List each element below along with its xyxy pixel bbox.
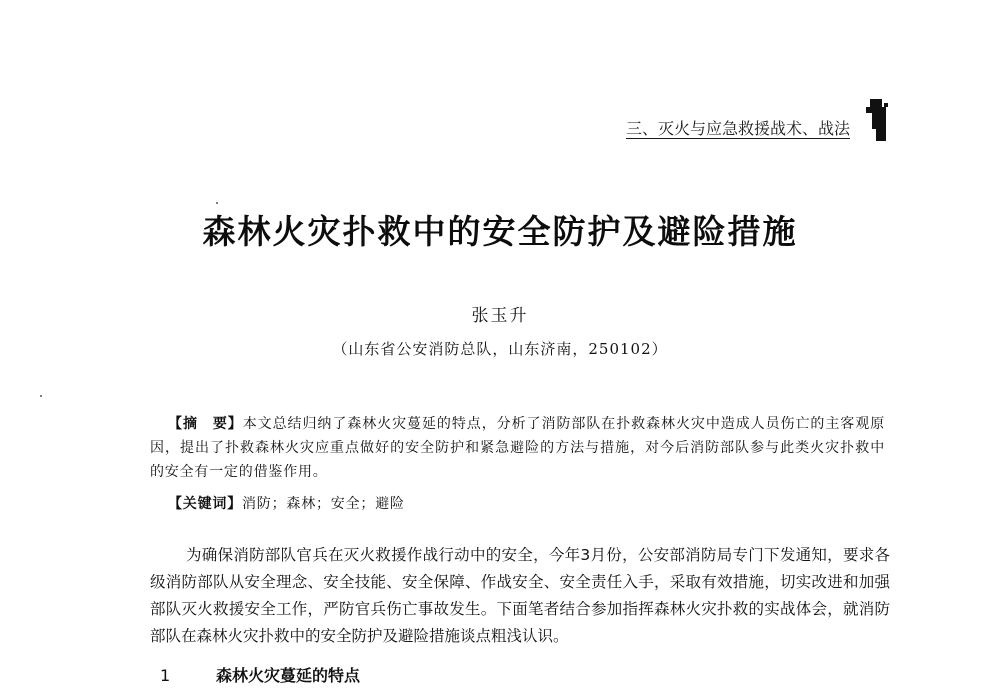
section-title: 森林火灾蔓延的特点 [216, 666, 361, 685]
scan-speck [216, 202, 218, 204]
author-name: 张玉升 [471, 306, 529, 326]
running-header: 三、灭火与应急救援战术、战法 [625, 119, 850, 138]
keywords-label: 【关键词】 [168, 496, 242, 512]
keywords [168, 493, 868, 513]
paper-title: 森林火灾扑救中的安全防护及避险措施 [202, 212, 798, 251]
abstract [150, 412, 885, 484]
section-corner-icon [864, 95, 892, 143]
abstract-text: 本文总结归纳了森林火灾蔓延的特点，分析了消防部队在扑救森林火灾中造成人员伤亡的主客观原因，提出了扑救森林火灾应重点做好的安全防护和紧急避险的方法与措施，对今后消防部队参与此类火灾扑救中的安全有一定的借鉴作用。 [150, 416, 885, 480]
abstract-label: 【摘 要】 [168, 416, 243, 432]
author-affiliation: （山东省公安消防总队，山东济南，250102） [332, 340, 668, 358]
intro-paragraph: 为确保消防部队官兵在灭火救援作战行动中的安全，今年3月份，公安部消防局专门下发通知，要求各级消防部队从安全理念、安全技能、安全保障、作战安全、安全责任入手，采取有效措施，切实改进和加强部队灭火救援安全工作，严防官兵伤亡事故发生。下面笔者结合参加指挥森林火灾扑救的实战体会，就消防部队在森林火灾扑救中的安全防护及避险措施谈点粗浅认识。 [150, 546, 890, 645]
section-heading [160, 663, 360, 686]
keywords-text: 消防；森林；安全；避险 [242, 496, 405, 512]
section-number: 1 [160, 666, 171, 685]
scan-speck [40, 395, 42, 397]
